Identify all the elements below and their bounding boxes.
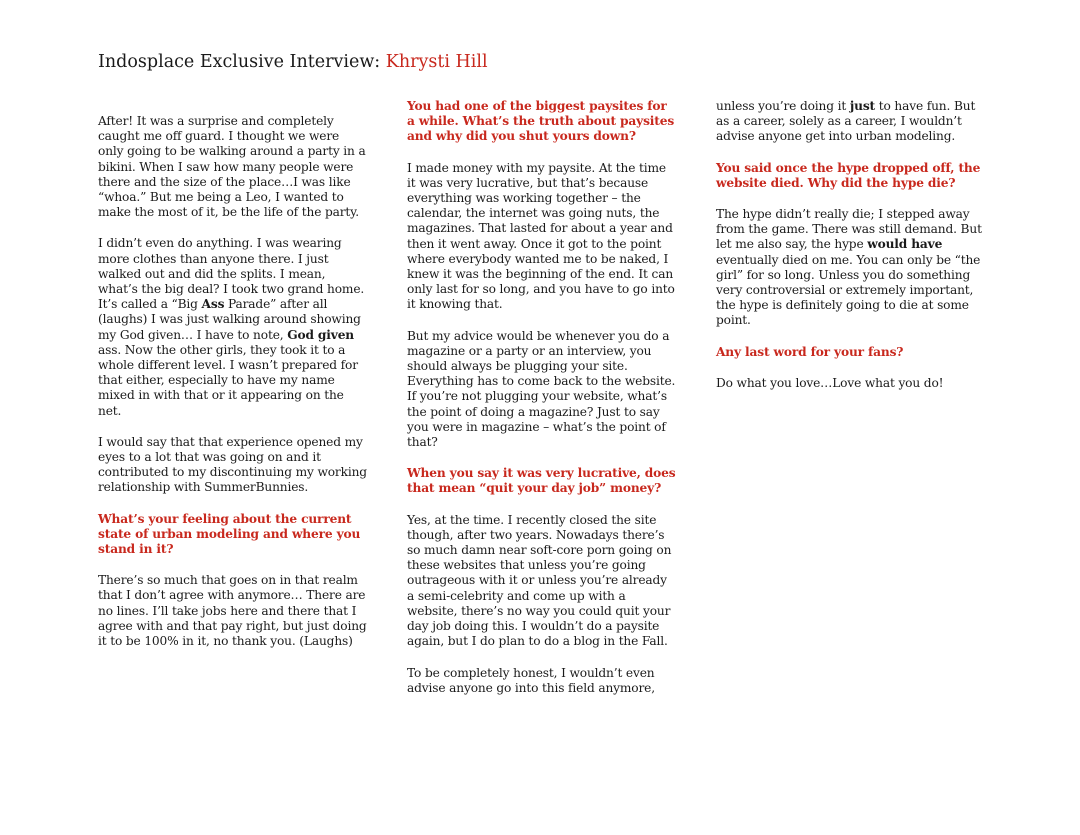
answer-paragraph: There’s so much that goes on in that realm that I don’t agree with anymore… There are no lines. I’ll take jobs here and there that I agree with and that pay right, but just doing it to be 100% in it, no thank you. (Laughs): [98, 573, 367, 649]
text-run: to have fun. But as a career, solely as a career, I wouldn’t advise anyone get into urban modeling.: [716, 99, 976, 144]
text-run: I didn’t even do anything. I was wearing more clothes than anyone there. I just walked out and did the splits. I mean, what’s the big deal? I took two grand home. It’s called a “Big: [98, 236, 365, 312]
interview-question: Any last word for your fans?: [716, 344, 904, 359]
answer-paragraph: But my advice would be whenever you do a magazine or a party or an interview, you should always be plugging your site. Everything has to come back to the website. If you’re not plugging your website, what’s the point of doing a magazine? Just to say you were in magazine – what’s the point of that?: [407, 328, 676, 450]
interview-question: You had one of the biggest paysites for a while. What’s the truth about paysites and why did you shut yours down?: [407, 99, 675, 144]
bold-text: just: [849, 99, 876, 113]
page-title: [98, 52, 488, 72]
text-run: eventually died on me. You can only be “the girl” for so long. Unless you do something very controversial or extremely important, the hype is definitely going to die at some point.: [716, 252, 981, 328]
interview-question: You said once the hype dropped off, the website died. Why did the hype die?: [716, 160, 981, 190]
bold-text: Ass: [201, 297, 225, 312]
interview-question: What’s your feeling about the current state of urban modeling and where you stand in it?: [98, 511, 361, 557]
answer-paragraph: To be completely honest, I wouldn’t even advise anyone go into this field anymore,: [407, 665, 655, 695]
column-3: [716, 99, 986, 407]
title-prefix: Indosplace Exclusive Interview:: [98, 52, 386, 72]
answer-paragraph: [716, 207, 986, 329]
text-run: ass. Now the other girls, they took it to a whole different level. I wasn’t prepared for that either, especially to have my name mixed in with that or it appearing on the net.: [98, 342, 358, 418]
interview-question: When you say it was very lucrative, does that mean “quit your day job” money?: [407, 466, 676, 496]
answer-paragraph: After! It was a surprise and completely caught me off guard. I thought we were only going to be walking around a party in a bikini. When I saw how many people were there and the size of the place…I was like “whoa.” But me being a Leo, I wanted to make the most of it, be the life of the party.: [98, 114, 366, 220]
answer-paragraph: I would say that that experience opened my eyes to a lot that was going on and it contributed to my discontinuing my working relationship with SummerBunnies.: [98, 434, 367, 495]
answer-paragraph: [716, 99, 986, 145]
text-run: Parade” after all (laughs) I was just walking around showing my God given… I have to note,: [98, 297, 361, 342]
column-2: [407, 99, 677, 712]
answer-paragraph: Do what you love…Love what you do!: [716, 375, 944, 390]
answer-paragraph: I made money with my paysite. At the time it was very lucrative, but that’s because everything was working together – the calendar, the internet was going nuts, the magazines. That lasted for about a year and then it went away. Once it got to the point where everybody wanted me to be naked, I knew it was the beginning of the end. It can only last for so long, and you have to go into it knowing that.: [407, 160, 675, 312]
text-run: unless you’re doing it: [716, 99, 850, 113]
bold-text: would have: [867, 237, 943, 252]
column-1: [98, 114, 368, 665]
answer-paragraph: [98, 236, 368, 418]
answer-paragraph: Yes, at the time. I recently closed the site though, after two years. Nowadays there’s so much damn near soft-core porn going on these websites that unless you’re going outrageous with it or unless you’re already a semi-celebrity and come up with a website, there’s no way you could quit your day job doing this. I wouldn’t do a paysite again, but I do plan to do a blog in the Fall.: [407, 512, 672, 649]
interviewee-name: Khrysti Hill: [385, 52, 488, 72]
text-run: The hype didn’t really die; I stepped away from the game. There was still demand. But let me also say, the hype: [716, 207, 982, 252]
bold-text: God given: [287, 327, 355, 342]
